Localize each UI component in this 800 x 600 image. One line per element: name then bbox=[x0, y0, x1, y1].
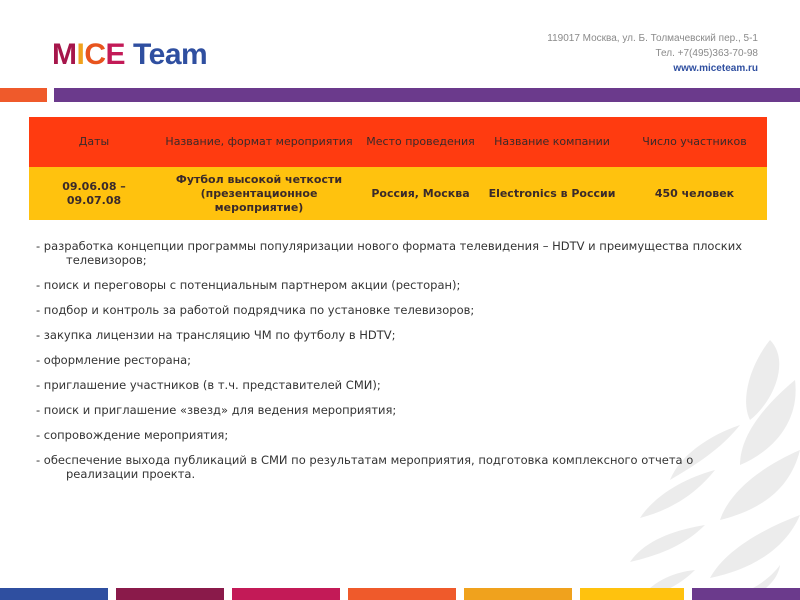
table-row bbox=[29, 167, 767, 220]
list-item: - подбор и контроль за работой подрядчика по установке телевизоров; bbox=[36, 303, 475, 317]
list-item: - приглашение участников (в т.ч. представителей СМИ); bbox=[36, 378, 381, 392]
cell-company: Electronics в России bbox=[482, 167, 622, 220]
footer-stripe-orange bbox=[348, 588, 456, 600]
list-item: - разработка концепции программы популяризации нового формата телевидения – HDTV и преимущества плоских телевизоров; bbox=[36, 239, 743, 267]
logo-letter-e: E bbox=[105, 38, 126, 71]
list-item: - сопровождение мероприятия; bbox=[36, 428, 229, 442]
header-event-name: Название, формат мероприятия bbox=[159, 117, 359, 167]
cell-participants: 450 человек bbox=[622, 167, 767, 220]
footer-stripe-yellow bbox=[580, 588, 684, 600]
logo-letter-c: C bbox=[84, 38, 106, 71]
contact-address: 119017 Москва, ул. Б. Толмачевский пер., 5-1 bbox=[547, 33, 758, 44]
header-venue: Место проведения bbox=[359, 117, 482, 167]
header-stripe-purple bbox=[54, 88, 800, 102]
list-item: - закупка лицензии на трансляцию ЧМ по футболу в HDTV; bbox=[36, 328, 396, 342]
logo-letter-m: M bbox=[52, 38, 77, 71]
header-dates: Даты bbox=[29, 117, 159, 167]
footer-stripe-maroon bbox=[116, 588, 224, 600]
contact-block bbox=[547, 31, 758, 76]
company-logo bbox=[52, 38, 207, 72]
header-stripe-orange bbox=[0, 88, 47, 102]
events-table bbox=[29, 117, 767, 220]
logo-letter-i: I bbox=[76, 38, 85, 71]
contact-phone: Тел. +7(495)363-70-98 bbox=[655, 48, 758, 59]
logo-team: Team bbox=[133, 38, 208, 71]
header-company: Название компании bbox=[482, 117, 622, 167]
list-item: - обеспечение выхода публикаций в СМИ по результатам мероприятия, подготовка комплексного отчета о реализации проекта. bbox=[36, 453, 694, 481]
footer-stripe-blue bbox=[0, 588, 108, 600]
footer-stripe-amber bbox=[464, 588, 572, 600]
list-item: - оформление ресторана; bbox=[36, 353, 192, 367]
list-item: - поиск и приглашение «звезд» для ведения мероприятия; bbox=[36, 403, 397, 417]
cell-venue: Россия, Москва bbox=[359, 167, 482, 220]
cell-dates: 09.06.08 – 09.07.08 bbox=[29, 167, 159, 220]
header-participants: Число участников bbox=[622, 117, 767, 167]
footer-stripe-purple bbox=[692, 588, 800, 600]
list-item: - поиск и переговоры с потенциальным партнером акции (ресторан); bbox=[36, 278, 461, 292]
task-list bbox=[36, 239, 748, 492]
cell-event-name: Футбол высокой четкости (презентационное мероприятие) bbox=[159, 167, 359, 220]
footer-stripe-crimson bbox=[232, 588, 340, 600]
contact-website[interactable]: www.miceteam.ru bbox=[673, 63, 758, 74]
table-header-row bbox=[29, 117, 767, 167]
